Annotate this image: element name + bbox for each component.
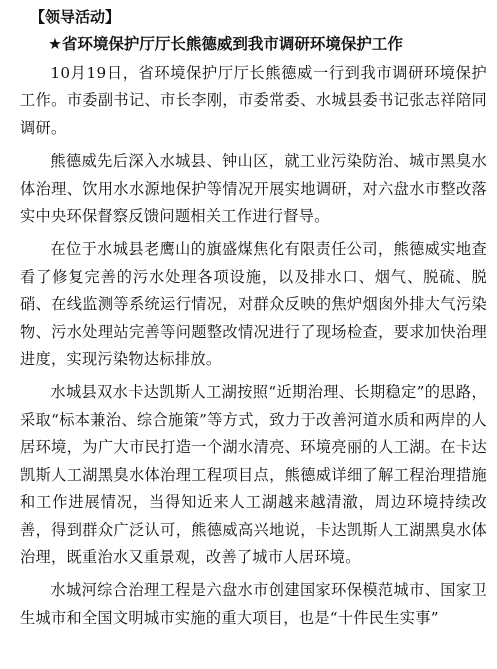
paragraph-4: 水城县双水卡达凯斯人工湖按照“近期治理、长期稳定”的思路，采取“标本兼治、综合施策”等方式，致力于改善河道水质和两岸的人居环境，为广大市民打造一个湖水清亮、环境亮丽的人工湖。在卡达凯斯人工湖黑臭水体治理工程项目点，熊德威详细了解工程治理措施和工作进展情况，当得知近来人工湖越来越清澈，周边环境持续改善，得到群众广泛认可，熊德威高兴地说，卡达凯斯人工湖黑臭水体治理，既重治水又重景观，改善了城市人居环境。 [20,383,487,566]
paragraph-3: 在位于水城县老鹰山的旗盛煤焦化有限责任公司，熊德威实地查看了修复完善的污水处理各项设施，以及排水口、烟气、脱硫、脱硝、在线监测等系统运行情况，对群众反映的焦炉烟囱外排大气污染物、污水处理站完善等问题整改情况进行了现场检查，要求加快治理进度，实现污染物达标排放。 [20,240,487,369]
article-title: ★省环境保护厅厅长熊德威到我市调研环境保护工作 [48,35,403,53]
paragraph-1: 10月19日，省环境保护厅厅长熊德威一行到我市调研环境保护工作。市委副书记、市长李刚，市委常委、水城县委书记张志祥陪同调研。 [20,64,487,137]
paragraph-2: 熊德威先后深入水城县、钟山区，就工业污染防治、城市黑臭水体治理、饮用水水源地保护等情况开展实地调研，对六盘水市整改落实中央环保督察反馈问题相关工作进行督导。 [20,152,487,226]
section-heading: 【领导活动】 [30,8,121,26]
paragraph-5: 水城河综合治理工程是六盘水市创建国家环保模范城市、国家卫生城市和全国文明城市实施的重大项目，也是“十件民生实事” [20,581,487,627]
